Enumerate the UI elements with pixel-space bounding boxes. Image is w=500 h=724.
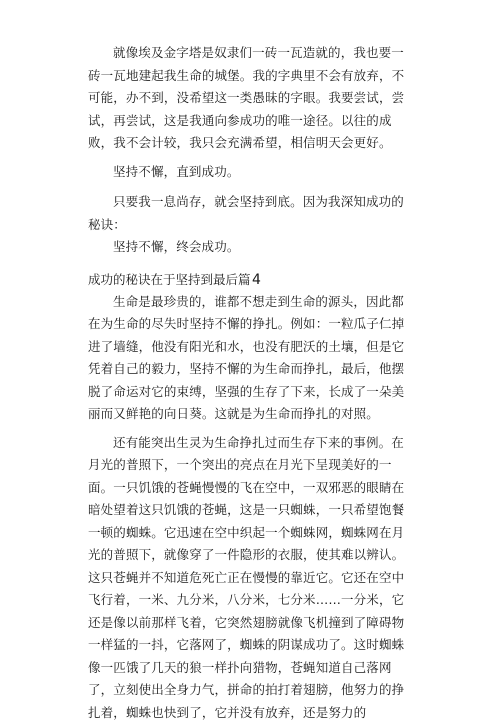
paragraph-pyramid: 就像埃及金字塔是奴隶们一砖一瓦造就的，我也要一砖一瓦地建起我生命的城堡。我的字典里不会有放弃，不可能，办不到，没希望这一类愚昧的字眼。我要尝试，尝试，再尝试，这是我通向参成功的唯一途径。以往的成败，我不会计较，我只会充满希望，相信明天会更好。 [88,42,410,155]
section-number: 4 [252,269,261,291]
paragraph-spider-fly: 还有能突出生灵为生命挣扎过而生存下来的事例。在月光的普照下，一个突出的亮点在月光下呈现美好的一面。一只饥饿的苍蝇慢慢的飞在空中，一双邪恶的眼睛在暗处望着这只饥饿的苍蝇，这是一只蜘蛛，一只希望饱餐一顿的蜘蛛。它迅速在空中织起一个蜘蛛网，蜘蛛网在月光的普照下，就像穿了一件隐形的衣服，使其难以辨认。这只苍蝇并不知道危死亡正在慢慢的靠近它。它还在空中飞行着，一米、九分米，八分米，七分米……一分米，它还是像以前那样飞着，它突然翅膀就像飞机撞到了障碍物一样猛的一抖，它落网了，蜘蛛的阴谋成功了。这时蜘蛛像一匹饿了几天的狼一样扑向猎物，苍蝇知道自己落网了，立刻使出全身力气，拼命的拍打着翅膀，他努力的挣扎着，蜘蛛也快到了，它并没有放弃，还是努力的 [88,432,410,724]
paragraph-breath-line2: 坚持不懈，终会成功。 [88,236,410,259]
paragraph-breath-line1: 只要我一息尚存，就会坚持到底。因为我深知成功的秘诀： [88,191,410,236]
paragraph-life: 生命是最珍贵的，谁都不想走到生命的源头，因此都在为生命的尽失时坚持不懈的挣扎。例如：一粒瓜子仁掉进了墙缝，他没有阳光和水，也没有肥沃的土壤，但是它凭着自己的毅力，坚持不懈的为生命而挣扎，最后，他摆脱了命运对它的束缚，坚强的生存了下来，长成了一朵美丽而又鲜艳的向日葵。这就是为生命而挣扎的对照。 [88,291,410,426]
section-title: 成功的秘诀在于坚持到最后篇 [88,269,251,291]
section-heading [88,269,500,291]
paragraph-persist: 坚持不懈，直到成功。 [88,161,410,184]
